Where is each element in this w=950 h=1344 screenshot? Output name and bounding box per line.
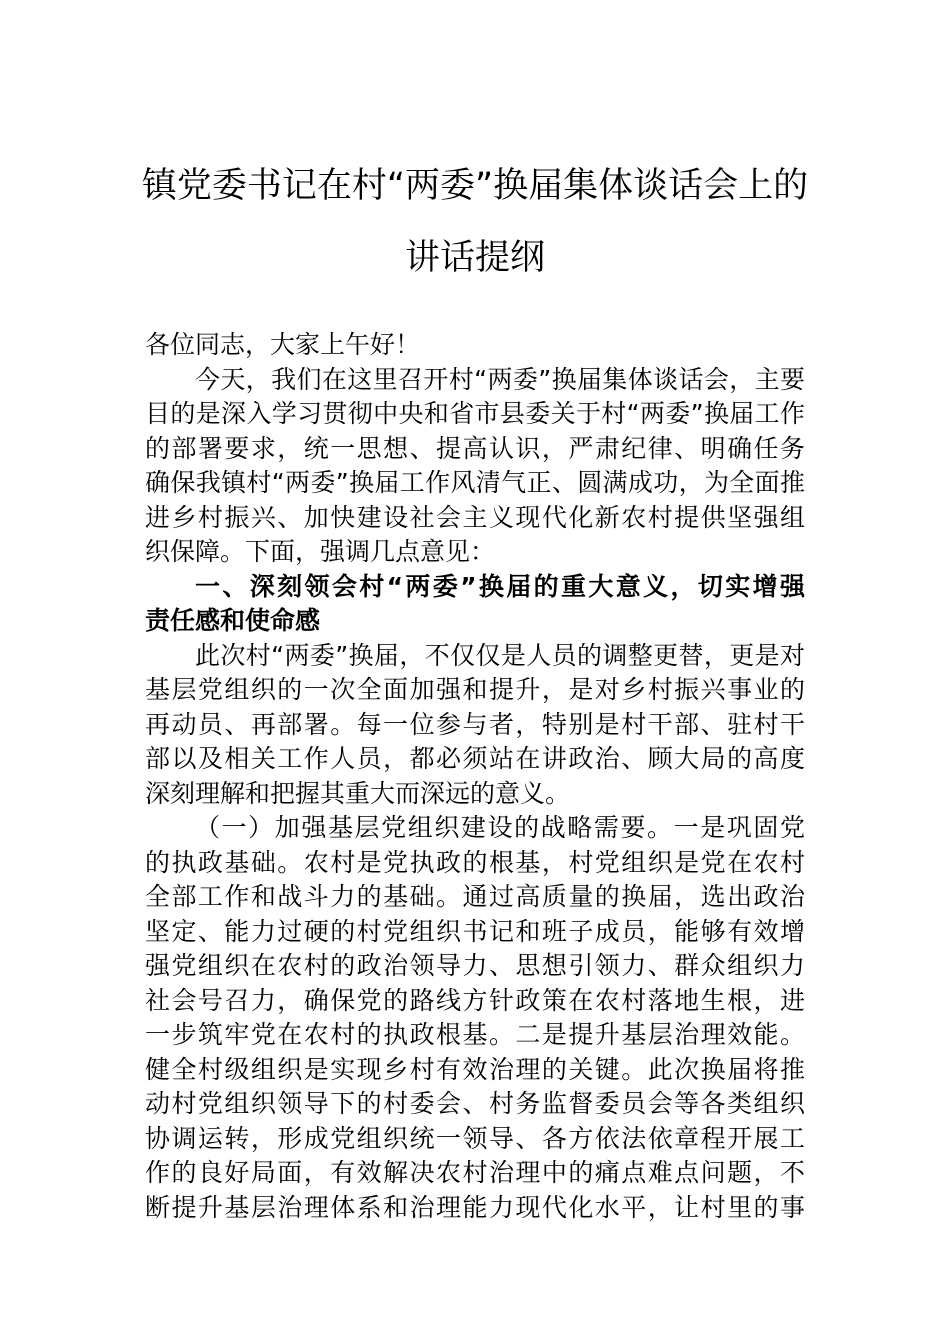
text-line: 织保障。下面，强调几点意见： (145, 537, 496, 566)
text-line: 部以及相关工作人员，都必须站在讲政治、顾大局的高度 (145, 744, 805, 773)
text-line: 再动员、再部署。每一位参与者，特别是村干部、驻村干 (145, 709, 805, 739)
document-title-line-1: 镇党委书记在村“两委”换届集体谈话会上的 (141, 166, 809, 206)
text-line: 社会号召力，确保党的路线方针政策在农村落地生根，进 (145, 985, 805, 1015)
text-line: 责任感和使命感 (145, 606, 321, 635)
text-line: 进乡村振兴、加快建设社会主义现代化新农村提供坚强组 (145, 502, 805, 532)
document-title-line-2: 讲话提纲 (404, 238, 545, 278)
paragraph (145, 811, 805, 1225)
text-line: 强党组织在农村的政治领导力、思想引领力、群众组织力 (145, 951, 805, 980)
text-line: 全部工作和战斗力的基础。通过高质量的换届，选出政治 (145, 882, 805, 911)
section-heading (145, 570, 805, 639)
text-line: 确保我镇村“两委”换届工作风清气正、圆满成功，为全面推 (145, 468, 805, 497)
text-line: 此次村“两委”换届，不仅仅是人员的调整更替，更是对 (195, 640, 805, 670)
text-line: 基层党组织的一次全面加强和提升，是对乡村振兴事业的 (145, 675, 805, 704)
text-line: （一）加强基层党组织建设的战略需要。一是巩固党 (195, 813, 805, 842)
text-line: 的部署要求，统一思想、提高认识，严肃纪律、明确任务 (145, 433, 805, 463)
paragraph (145, 363, 805, 570)
text-line: 今天，我们在这里召开村“两委”换届集体谈话会，主要 (195, 364, 805, 394)
text-line: 作的良好局面，有效解决农村治理中的痛点难点问题，不 (145, 1158, 805, 1187)
text-line: 协调运转，形成党组织统一领导、各方依法依章程开展工 (145, 1123, 805, 1153)
paragraph (145, 328, 805, 363)
text-line: 深刻理解和把握其重大而深远的意义。 (145, 778, 571, 808)
text-line: 目的是深入学习贯彻中央和省市县委关于村“两委”换届工作 (145, 399, 805, 428)
text-line: 各位同志，大家上午好！ (145, 330, 421, 359)
text-line: 断提升基层治理体系和治理能力现代化水平，让村里的事 (145, 1192, 805, 1222)
text-line: 一步筑牢党在农村的执政根基。二是提升基层治理效能。 (145, 1020, 805, 1049)
text-line: 动村党组织领导下的村委会、村务监督委员会等各类组织 (145, 1089, 805, 1118)
text-line: 健全村级组织是实现乡村有效治理的关键。此次换届将推 (145, 1054, 805, 1084)
text-line: 坚定、能力过硬的村党组织书记和班子成员，能够有效增 (145, 916, 805, 946)
paragraph (145, 639, 805, 812)
text-line: 一、深刻领会村“两委”换届的重大意义，切实增强 (195, 571, 805, 601)
document-body (145, 328, 805, 1225)
text-line: 的执政基础。农村是党执政的根基，村党组织是党在农村 (145, 847, 805, 877)
